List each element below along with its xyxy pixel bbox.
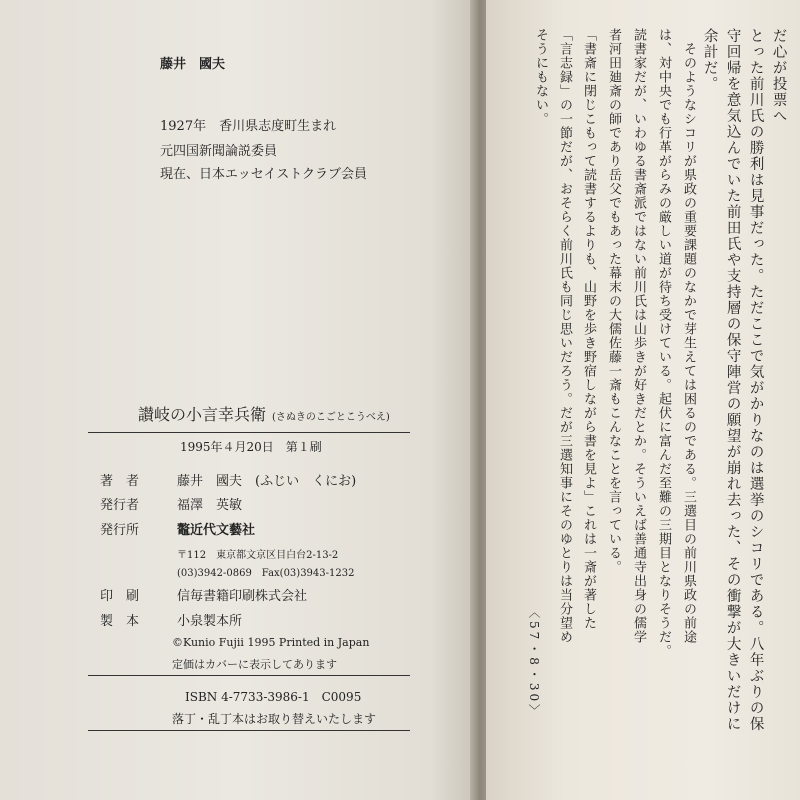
replacement-notice: 落丁・乱丁本はお取り替えいたします	[172, 712, 377, 726]
book-title-line	[138, 402, 390, 425]
book-title-ruby: (さぬきのこごとこうべえ)	[272, 412, 390, 423]
essay-column: 余計だ。	[701, 28, 718, 92]
essay-column: 「言志録」の一節だが、おそらく前川氏も同じ思いだろう。だが三選知事にそのゆとりは当分望め	[556, 28, 572, 644]
edition-date: 1995年４月20日 第１刷	[180, 440, 322, 454]
isbn: ISBN 4-7733-3986-1 C0095	[185, 690, 362, 704]
essay-column: だ心が投票へ	[770, 28, 787, 124]
publisher-value: 福澤 英敏	[177, 498, 243, 513]
essay-column: とった前川氏の勝利は見事だった。ただここで気がかりなのは選挙のシコリである。八年ぶりの保	[747, 28, 764, 732]
printer-value: 信毎書籍印刷株式会社	[177, 589, 308, 604]
divider	[88, 675, 410, 676]
essay-column: 「書斎に閉じこもって読書するよりも、山野を歩き野宿しながら書を見よ」これは一斎が著した	[580, 28, 596, 630]
publisher-label: 発行者	[100, 498, 140, 513]
author-label: 著 者	[100, 474, 140, 489]
essay-column: は、対中央でも行革がらみの厳しい道が待ち受けている。起伏に富んだ至難の三期目となりそうだ。	[655, 28, 671, 658]
price-note: 定価はカバーに表示してあります	[172, 658, 337, 671]
copyright-notice: ©Kunio Fujii 1995 Printed in Japan	[172, 636, 370, 649]
divider	[88, 432, 410, 433]
essay-column: そのようなシコリが県政の重要課題のなかで芽生えては困るのである。三選目の前川県政の前途	[680, 28, 696, 644]
binder-label: 製 本	[100, 614, 140, 629]
author-value: 藤井 國夫 (ふじい くにお)	[177, 474, 357, 489]
essay-column: 読書家だが、いわゆる書斎派ではない前川氏は山歩きが好きだとか。そういえば善通寺出身の儒学	[630, 28, 646, 644]
company-label: 発行所	[100, 523, 140, 538]
essay-column: 者河田廸斎の師であり岳父でもあった幕末の大儒佐藤一斎もこんなことを言っている。	[605, 28, 621, 574]
book-title: 讃岐の小言幸兵衛	[138, 405, 267, 424]
company-address: 〒112 東京都文京区目白台2-13-2	[177, 550, 339, 561]
binder-value: 小泉製本所	[177, 614, 243, 629]
essay-date: 〈57・8・30〉	[527, 606, 541, 720]
divider	[88, 730, 410, 731]
company-phone: (03)3942-0869 Fax(03)3943-1232	[177, 568, 355, 579]
essay-column: そうにもない。	[532, 28, 548, 126]
printer-label: 印 刷	[100, 589, 140, 604]
author-name-heading: 藤井 國夫	[160, 57, 226, 72]
company-value: 鼇近代文藝社	[177, 523, 256, 538]
author-bio-line: 現在、日本エッセイストクラブ会員	[160, 167, 367, 182]
author-bio-line: 1927年 香川県志度町生まれ	[160, 119, 337, 134]
author-bio-line: 元四国新聞論説委員	[160, 144, 278, 159]
essay-column: 守回帰を意気込んでいた前田氏や支持層の保守陣営の願望が崩れ去った、その衝撃が大きいだけに	[724, 28, 741, 732]
